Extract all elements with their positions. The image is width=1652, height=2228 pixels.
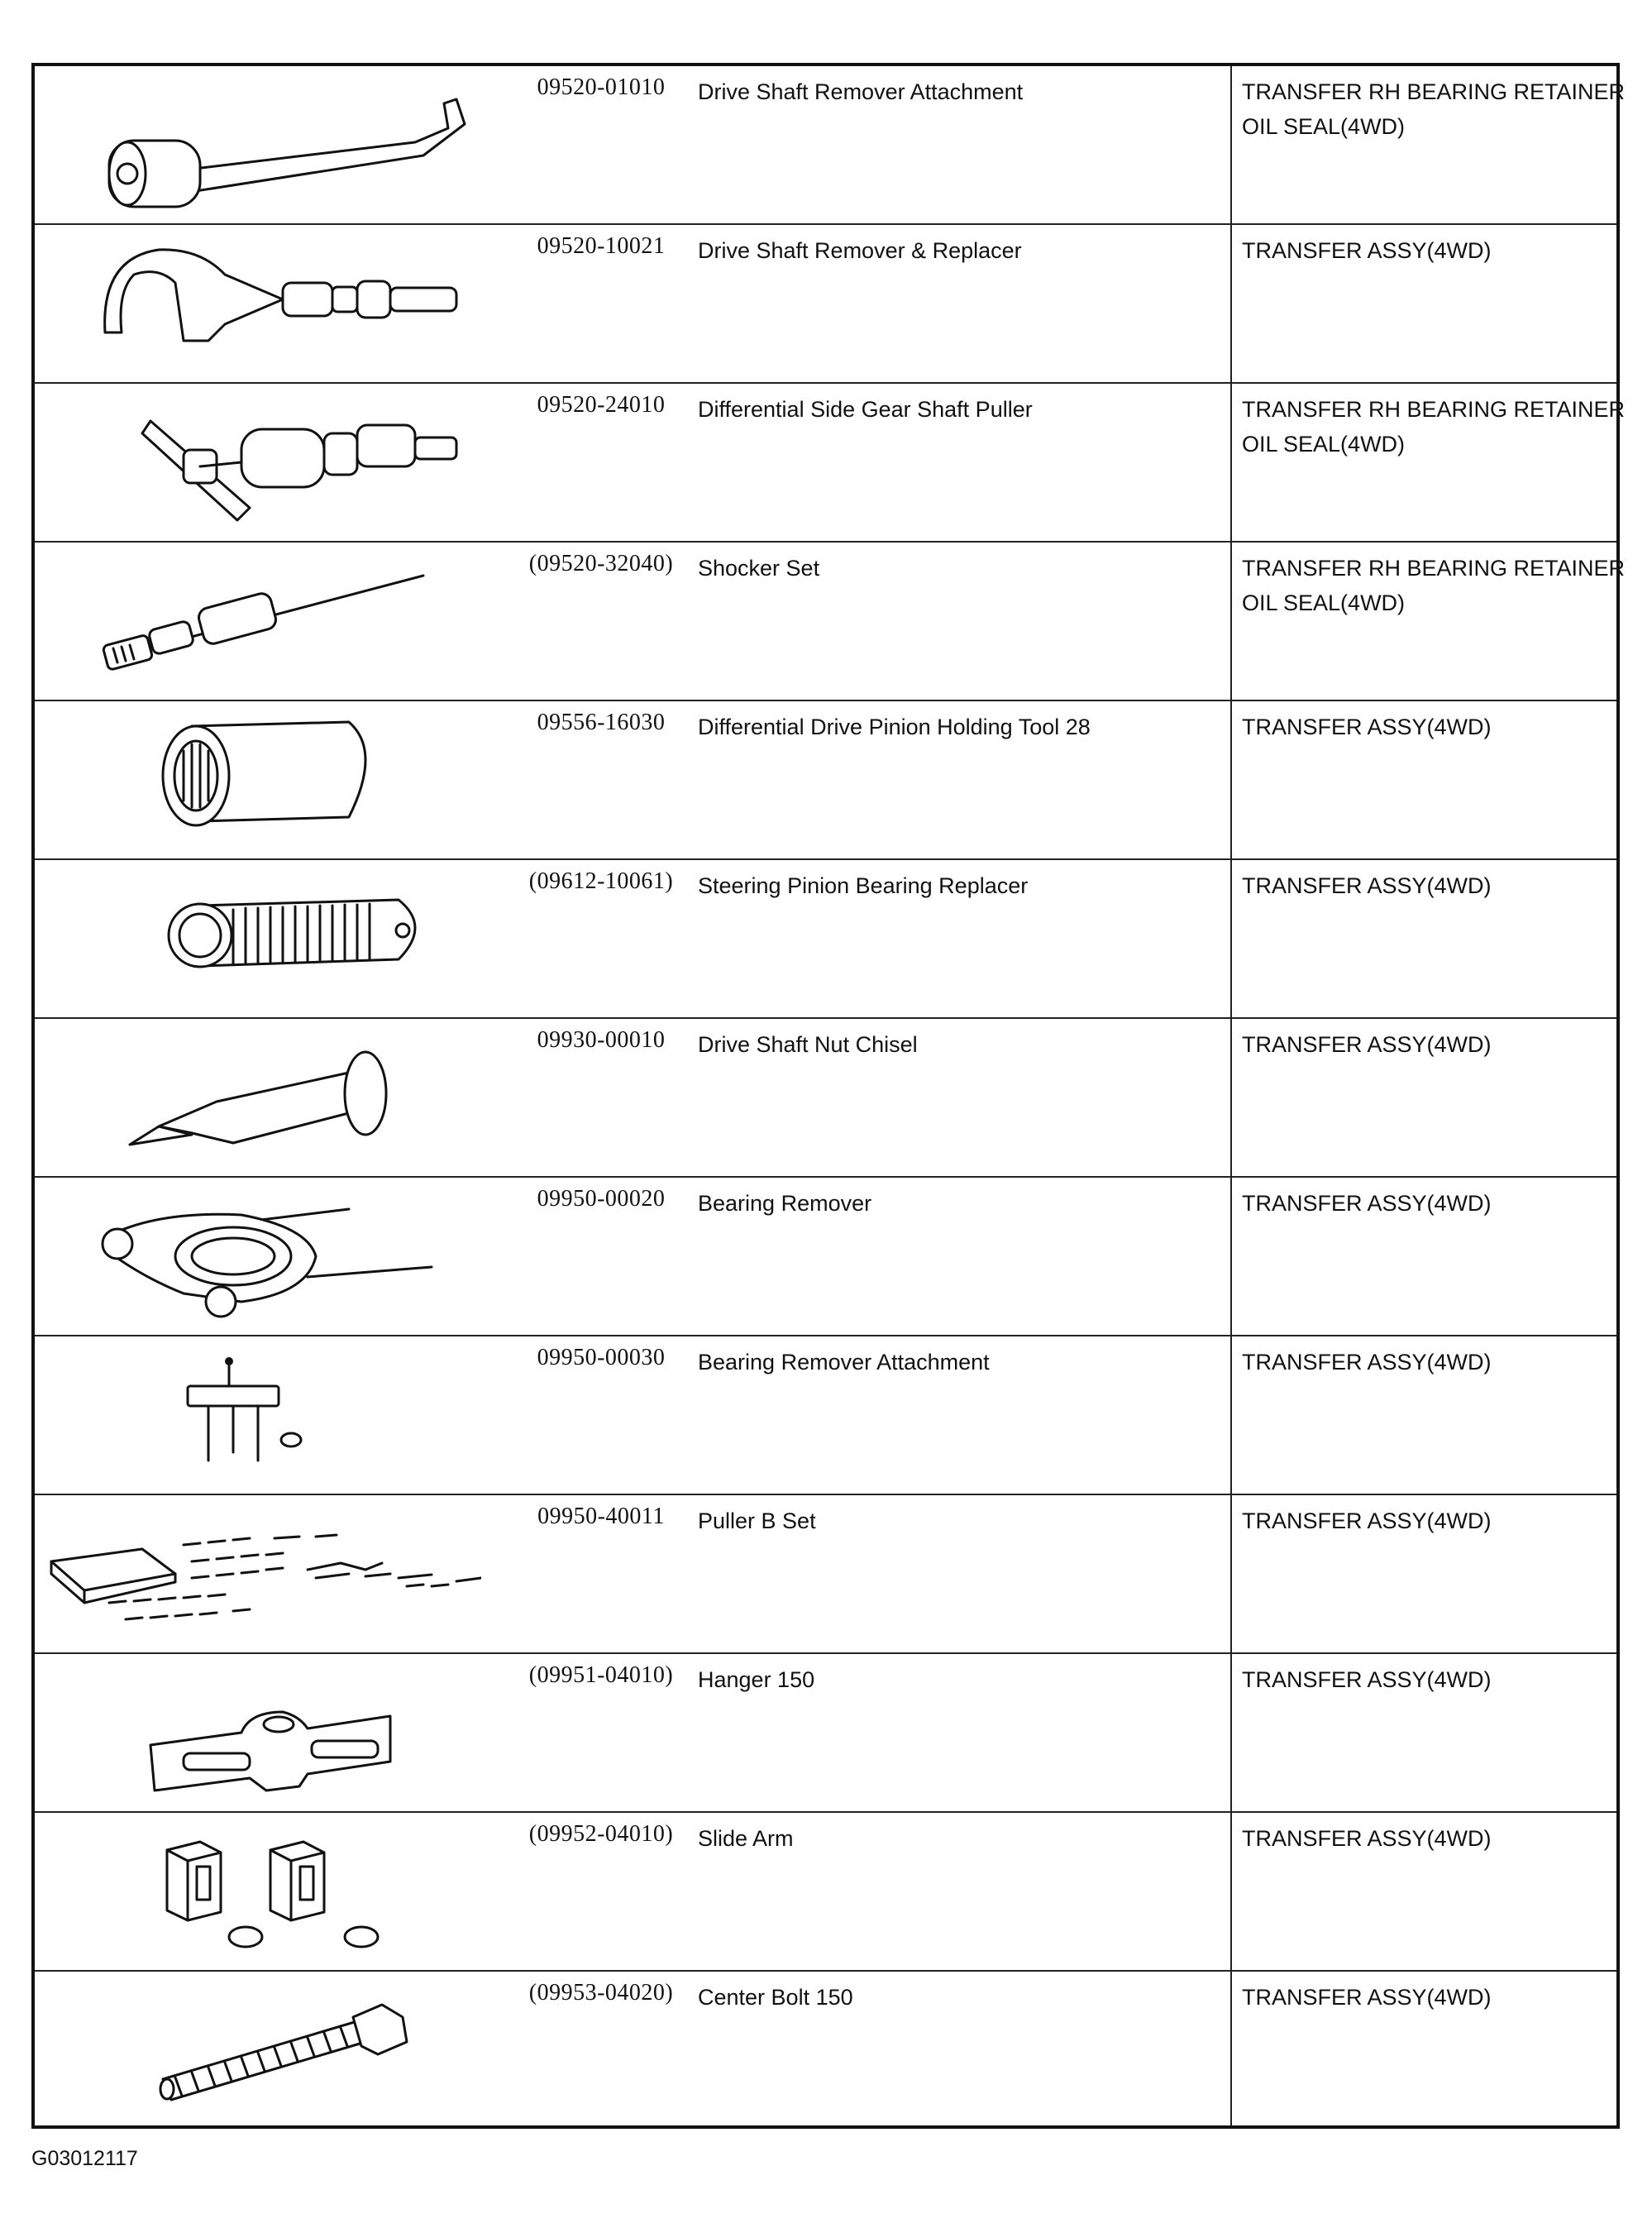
table-row bbox=[35, 1972, 1616, 2130]
tool-number: 09520-24010 bbox=[537, 392, 666, 418]
tool-usage: TRANSFER ASSY(4WD) bbox=[1242, 1826, 1492, 1851]
tool-number: (09520-32040) bbox=[528, 551, 674, 576]
tool-usage: TRANSFER ASSY(4WD) bbox=[1242, 873, 1492, 898]
table-row bbox=[35, 543, 1626, 701]
tool-name: Hanger 150 bbox=[698, 1667, 815, 1692]
tool-usage: TRANSFER ASSY(4WD) bbox=[1242, 238, 1492, 263]
tool-usage: TRANSFER ASSY(4WD) bbox=[1242, 1191, 1492, 1216]
tool-name: Differential Side Gear Shaft Puller bbox=[698, 397, 1033, 422]
tool-number: 09950-00020 bbox=[537, 1186, 666, 1212]
tool-usage: TRANSFER ASSY(4WD) bbox=[1242, 1508, 1492, 1533]
hanger-icon bbox=[35, 1654, 481, 1811]
table-row bbox=[35, 66, 1626, 225]
tool-number: 09556-16030 bbox=[537, 710, 666, 735]
table-row bbox=[35, 1813, 1616, 1972]
tool-name: Puller B Set bbox=[698, 1508, 816, 1533]
pinion-holding-tool-icon bbox=[35, 701, 481, 858]
table-row bbox=[35, 384, 1626, 543]
tool-number: 09950-00030 bbox=[537, 1345, 666, 1370]
center-bolt-icon bbox=[35, 1972, 481, 2130]
tool-table bbox=[31, 63, 1626, 2129]
tool-usage: TRANSFER ASSY(4WD) bbox=[1242, 1985, 1492, 2010]
tool-usage: TRANSFER RH BEARING RETAINER OIL SEAL(4WD) bbox=[1242, 556, 1626, 615]
table-row bbox=[35, 701, 1616, 860]
shocker-set-icon bbox=[35, 543, 481, 700]
drive-shaft-remover-attachment-icon bbox=[35, 66, 481, 223]
tool-number: (09952-04010) bbox=[528, 1821, 674, 1847]
tool-number: (09953-04020) bbox=[528, 1980, 674, 2006]
table-row bbox=[35, 1654, 1616, 1813]
tool-number: (09612-10061) bbox=[528, 868, 674, 894]
tool-usage: TRANSFER RH BEARING RETAINER OIL SEAL(4WD) bbox=[1242, 79, 1626, 139]
tool-number: 09930-00010 bbox=[537, 1027, 666, 1053]
table-row bbox=[35, 225, 1616, 384]
tool-name: Drive Shaft Nut Chisel bbox=[698, 1032, 918, 1057]
tool-usage: TRANSFER ASSY(4WD) bbox=[1242, 715, 1492, 739]
tool-name: Steering Pinion Bearing Replacer bbox=[698, 873, 1029, 898]
pinion-bearing-replacer-icon bbox=[35, 860, 481, 1017]
tool-usage: TRANSFER ASSY(4WD) bbox=[1242, 1667, 1492, 1692]
tool-usage: TRANSFER ASSY(4WD) bbox=[1242, 1350, 1492, 1375]
table-row bbox=[35, 860, 1616, 1019]
puller-b-set-icon bbox=[35, 1495, 481, 1652]
tool-name: Bearing Remover bbox=[698, 1191, 872, 1216]
tool-name: Center Bolt 150 bbox=[698, 1985, 853, 2010]
tool-name: Bearing Remover Attachment bbox=[698, 1350, 990, 1375]
figure-code: G03012117 bbox=[31, 2147, 138, 2170]
tool-name: Drive Shaft Remover & Replacer bbox=[698, 238, 1022, 263]
tool-number: 09520-01010 bbox=[537, 74, 666, 100]
side-gear-shaft-puller-icon bbox=[35, 384, 481, 541]
tool-usage: TRANSFER RH BEARING RETAINER OIL SEAL(4WD) bbox=[1242, 397, 1626, 457]
table-row bbox=[35, 1019, 1616, 1178]
table-row bbox=[35, 1178, 1616, 1336]
tool-name: Differential Drive Pinion Holding Tool 28 bbox=[698, 715, 1091, 739]
bearing-remover-icon bbox=[35, 1178, 481, 1335]
slide-arm-icon bbox=[35, 1813, 481, 1970]
tool-name: Shocker Set bbox=[698, 556, 820, 581]
tool-name: Slide Arm bbox=[698, 1826, 794, 1851]
tool-number: 09520-10021 bbox=[537, 233, 666, 259]
nut-chisel-icon bbox=[35, 1019, 481, 1176]
bearing-remover-attachment-icon bbox=[35, 1336, 481, 1494]
tool-usage: TRANSFER ASSY(4WD) bbox=[1242, 1032, 1492, 1057]
tool-name: Drive Shaft Remover Attachment bbox=[698, 79, 1024, 104]
table-row bbox=[35, 1495, 1616, 1654]
tool-number: (09951-04010) bbox=[528, 1662, 674, 1688]
tool-number: 09950-40011 bbox=[537, 1504, 665, 1529]
drive-shaft-remover-replacer-icon bbox=[35, 225, 481, 382]
table-row bbox=[35, 1336, 1616, 1495]
